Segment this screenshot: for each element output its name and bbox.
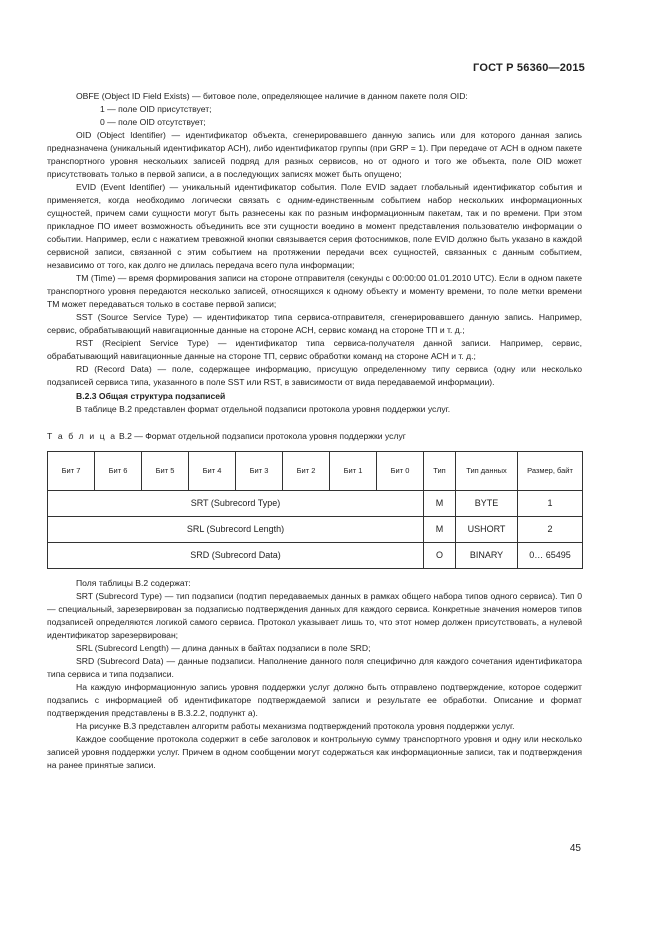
paragraph-rd: RD (Record Data) — поле, содержащее информацию, присущую определенному типу сервиса (одну или несколько подзаписей сервиса типа, указанного в поле SST или RST, в зависимости от вида передаваемой информации).: [47, 364, 582, 387]
header-bit0: Бит 0: [377, 452, 424, 491]
paragraph-evid: EVID (Event Identifier) — уникальный идентификатор события. Поле EVID задает глобальный идентификатор события и применяется, когда необходимо логически связать с одним-единственным событием набор нескольких информационных сущностей, причем сами сущности могут быть разнесены как по разным информационным пакетам, так и по времени. При этом прикладное ПО имеет возможность объединить все эти сущности воедино в момент представления пользователю информации о событии. Например, если с нажатием тревожной кнопки связывается серия фотоснимков, поле EVID должно быть указано в каждой сервисной записи, связанной с этим событием на протяжении передачи всех сущностей, связанных с данным событием, независимо от того, как долго не длилась передача всего пула информации;: [47, 182, 582, 270]
paragraph-rst: RST (Recipient Service Type) — идентификатор типа сервиса-получателя данной записи. Например, сервис, обрабатывающий навигационные данные на стороне ТП, сервис обработки команд на стороне АСН и т. д.;: [47, 338, 582, 361]
cell-type: M: [424, 491, 456, 517]
header-bit4: Бит 4: [189, 452, 236, 491]
list-item-oid-absent: 0 — поле OID отсутствует;: [100, 117, 206, 127]
subrecord-format-table: [47, 451, 583, 569]
cell-type: O: [424, 543, 456, 569]
section-intro: В таблице В.2 представлен формат отдельной подзаписи протокола уровня поддержки услуг.: [76, 404, 451, 414]
table-caption-prefix: Т а б л и ц а: [47, 431, 117, 441]
header-bit7: Бит 7: [48, 452, 95, 491]
header-size: Размер, байт: [518, 452, 583, 491]
header-bit6: Бит 6: [95, 452, 142, 491]
table-caption-text: B.2 — Формат отдельной подзаписи протокола уровня поддержки услуг: [116, 431, 406, 441]
header-bit2: Бит 2: [283, 452, 330, 491]
page-number: 45: [569, 843, 581, 854]
cell-size: 0… 65495: [518, 543, 583, 569]
table-row: [48, 517, 583, 543]
header-type: Тип: [424, 452, 456, 491]
document-header: ГОСТ Р 56360—2015: [473, 62, 585, 74]
paragraph-sst: SST (Source Service Type) — идентификатор типа сервиса-отправителя, сгенерировавшего данную запись. Например, сервис, обрабатывающий навигационные данные на стороне АСН, сервис команд на стороне ТП и т. д.;: [47, 312, 582, 335]
paragraph-srl: SRL (Subrecord Length) — длина данных в байтах подзаписи в поле SRD;: [76, 643, 371, 653]
section-heading: B.2.3 Общая структура подзаписей: [76, 391, 226, 401]
table-caption: [47, 430, 582, 443]
cell-data-type: USHORT: [456, 517, 518, 543]
paragraph-confirmation: На каждую информационную запись уровня поддержки услуг должно быть отправлено подтверждение, которое содержит подзапись с информацией об идентификаторе подтверждаемой записи и результате ее обработки. Описание и формат подтверждения представлены в В.3.2.2, подпункт а).: [47, 682, 582, 718]
header-bit1: Бит 1: [330, 452, 377, 491]
paragraph-oid: OID (Object Identifier) — идентификатор объекта, сгенерировавшего данную запись или для которого данная запись предназначена (уникальный идентификатор АСН), либо идентификатор группы (при GRP = 1). При передаче от АСН в одном пакете транспортного уровня нескольких записей подряд для разных сервисов, но от одного и того же объекта, поле OID может присутствовать только в первой записи, а в последующих записях может быть опущено;: [47, 130, 582, 179]
cell-size: 2: [518, 517, 583, 543]
table-header-row: [48, 452, 583, 491]
header-data-type: Тип данных: [456, 452, 518, 491]
table-row: [48, 543, 583, 569]
paragraph-srt: SRT (Subrecord Type) — тип подзаписи (подтип передаваемых данных в рамках общего набора типов одного сервиса). Тип 0 — специальный, зарезервирован за подзаписью подтверждения данных для каждого сервиса. Конкретные значения номеров типов подзаписей определяются логикой самого сервиса. Протокол указывает лишь то, что этот номер должен присутствовать, а нулевой идентификатор зарезервирован;: [47, 591, 582, 640]
cell-field: SRD (Subrecord Data): [48, 543, 424, 569]
paragraph-obfe: OBFE (Object ID Field Exists) — битовое поле, определяющее наличие в данном пакете поля OID:: [76, 91, 468, 101]
header-bit5: Бит 5: [142, 452, 189, 491]
cell-size: 1: [518, 491, 583, 517]
cell-field: SRL (Subrecord Length): [48, 517, 424, 543]
cell-field: SRT (Subrecord Type): [48, 491, 424, 517]
cell-data-type: BYTE: [456, 491, 518, 517]
paragraph-message-structure: Каждое сообщение протокола содержит в себе заголовок и контрольную сумму транспортного уровня и одну или несколько записей уровня поддержки услуг. Причем в одном сообщении могут содержаться как информационные записи, так и подтверждения на ранее принятые записи.: [47, 734, 582, 770]
header-bit3: Бит 3: [236, 452, 283, 491]
cell-data-type: BINARY: [456, 543, 518, 569]
paragraph-tm: TM (Time) — время формирования записи на стороне отправителя (секунды с 00:00:00 01.01.2010 UTC). Если в одном пакете транспортного уровня передаются несколько записей, относящихся к одному объекту и моменту времени, то поле метки времени TM может передаваться только в составе первой записи;: [47, 273, 582, 309]
table-row: [48, 491, 583, 517]
paragraph-figure-ref: На рисунке В.3 представлен алгоритм работы механизма подтверждений протокола уровня поддержки услуг.: [76, 721, 515, 731]
page-body: [47, 90, 582, 772]
list-item-oid-present: 1 — поле OID присутствует;: [100, 104, 212, 114]
cell-type: M: [424, 517, 456, 543]
paragraph-table-fields-intro: Поля таблицы В.2 содержат:: [76, 578, 191, 588]
paragraph-srd: SRD (Subrecord Data) — данные подзаписи. Наполнение данного поля специфично для каждого сочетания идентификатора типа сервиса и типа подзаписи.: [47, 656, 582, 679]
